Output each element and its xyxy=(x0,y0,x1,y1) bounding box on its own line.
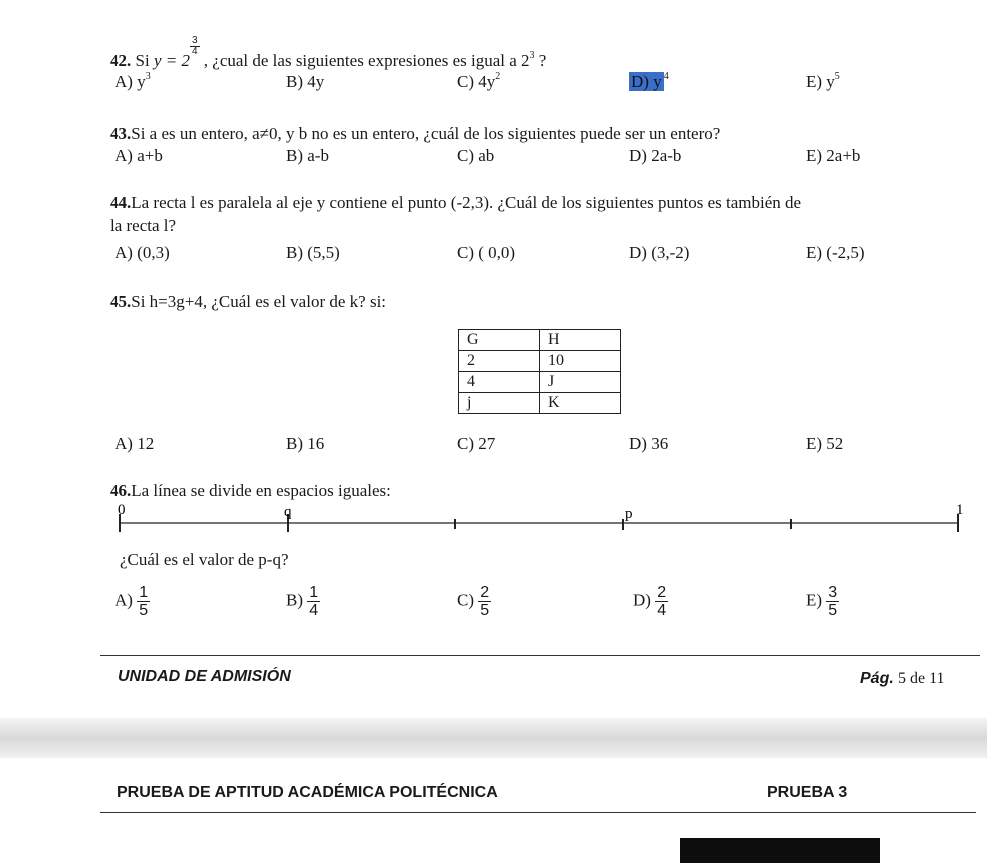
q43-stem xyxy=(110,124,720,144)
next-page-title: PRUEBA DE APTITUD ACADÉMICA POLITÉCNICA xyxy=(117,784,498,801)
q42-option-b[interactable]: B) 4y xyxy=(286,72,325,91)
q42-option-d[interactable]: D) y $^4$ xyxy=(631,71,669,91)
q42-exponent: $\frac{3}{4}$ xyxy=(191,35,198,57)
q42-number: 42. xyxy=(110,51,132,70)
label-q: q xyxy=(284,504,292,520)
q46-option-a[interactable]: A) $\frac{1}{5}$ xyxy=(115,584,149,619)
q45-text: Si h=3g+4, ¿Cuál es el valor de k? si: xyxy=(131,292,387,311)
q42-prefix: Si xyxy=(135,51,150,70)
q44-stem xyxy=(110,193,801,213)
q44-option-a[interactable]: A) (0,3) xyxy=(115,243,170,262)
q44-option-d[interactable]: D) (3,-2) xyxy=(629,243,690,262)
q44-text-line1: La recta l es paralela al eje y contiene el punto (-2,3). ¿Cuál de los siguientes puntos es también de xyxy=(131,193,802,212)
q46-option-e[interactable]: E) $\frac{3}{5}$ xyxy=(806,584,838,619)
table-cell: K xyxy=(540,393,621,414)
table-cell: j xyxy=(459,393,540,414)
q44-option-c[interactable]: C) ( 0,0) xyxy=(457,243,516,262)
footer-page-label: Pág. xyxy=(860,670,894,687)
table-row xyxy=(459,393,621,414)
next-page-divider xyxy=(100,812,976,813)
label-end: 1 xyxy=(956,502,964,518)
q44-option-b[interactable]: B) (5,5) xyxy=(286,243,340,262)
q45-option-e[interactable]: E) 52 xyxy=(806,434,844,453)
q45-option-c[interactable]: C) 27 xyxy=(457,434,496,453)
footer-page-value: 5 de 11 xyxy=(898,670,945,687)
page-break xyxy=(0,718,987,758)
q42-option-e[interactable]: E) $y^5$ xyxy=(806,71,840,91)
label-p: p xyxy=(625,506,633,522)
q43-option-b[interactable]: B) a-b xyxy=(286,146,329,165)
q42-option-d-highlight: D) y xyxy=(631,72,662,91)
q42-option-a[interactable]: A) $y^3$ xyxy=(115,71,151,91)
q43-text: Si a es un entero, a≠0, y b no es un entero, ¿cuál de los siguientes puede ser un entero? xyxy=(131,124,721,143)
q45-option-a[interactable]: A) 12 xyxy=(115,434,155,453)
table-cell: 4 xyxy=(459,372,540,393)
q43-option-a[interactable]: A) a+b xyxy=(115,146,163,165)
footer-unit: UNIDAD DE ADMISIÓN xyxy=(118,668,291,685)
table-cell: H xyxy=(540,330,621,351)
black-block xyxy=(680,838,880,863)
q42-target: $2^3$ xyxy=(521,50,535,70)
q45-stem xyxy=(110,292,386,312)
q46-question: ¿Cuál es el valor de p-q? xyxy=(120,550,289,569)
table-header-row xyxy=(459,330,621,351)
next-page-test-label: PRUEBA 3 xyxy=(767,784,848,801)
q46-option-b[interactable]: B) $\frac{1}{4}$ xyxy=(286,584,319,619)
q43-number: 43. xyxy=(110,124,132,143)
table-row xyxy=(459,372,621,393)
q42-stem xyxy=(110,36,546,71)
q45-option-b[interactable]: B) 16 xyxy=(286,434,325,453)
q44-text-line2: la recta l? xyxy=(110,216,177,235)
table-cell: J xyxy=(540,372,621,393)
q46-text: La línea se divide en espacios iguales: xyxy=(131,481,391,500)
q42-option-c[interactable]: C) $4y^2$ xyxy=(457,71,501,91)
q45-table xyxy=(458,329,621,414)
table-cell: G xyxy=(459,330,540,351)
q46-number: 46. xyxy=(110,481,132,500)
table-cell: 10 xyxy=(540,351,621,372)
q46-number-line xyxy=(108,500,968,545)
q46-stem xyxy=(110,481,391,501)
q45-option-d[interactable]: D) 36 xyxy=(629,434,669,453)
q46-option-c[interactable]: C) $\frac{2}{5}$ xyxy=(457,584,490,619)
q42-qmark: ? xyxy=(538,51,547,70)
q45-number: 45. xyxy=(110,292,132,311)
q43-option-d[interactable]: D) 2a-b xyxy=(629,146,682,165)
q42-y-eq: y = 2 xyxy=(153,51,190,70)
footer-page xyxy=(860,668,945,688)
q44-option-e[interactable]: E) (-2,5) xyxy=(806,243,865,262)
label-start: 0 xyxy=(118,502,126,518)
table-row xyxy=(459,351,621,372)
q43-option-c[interactable]: C) ab xyxy=(457,146,495,165)
q43-option-e[interactable]: E) 2a+b xyxy=(806,146,861,165)
table-cell: 2 xyxy=(459,351,540,372)
q44-number: 44. xyxy=(110,193,132,212)
q42-text: , ¿cual de las siguientes expresiones es igual a xyxy=(203,51,517,70)
footer-divider xyxy=(100,655,980,656)
q46-option-d[interactable]: D) $\frac{2}{4}$ xyxy=(633,584,667,619)
